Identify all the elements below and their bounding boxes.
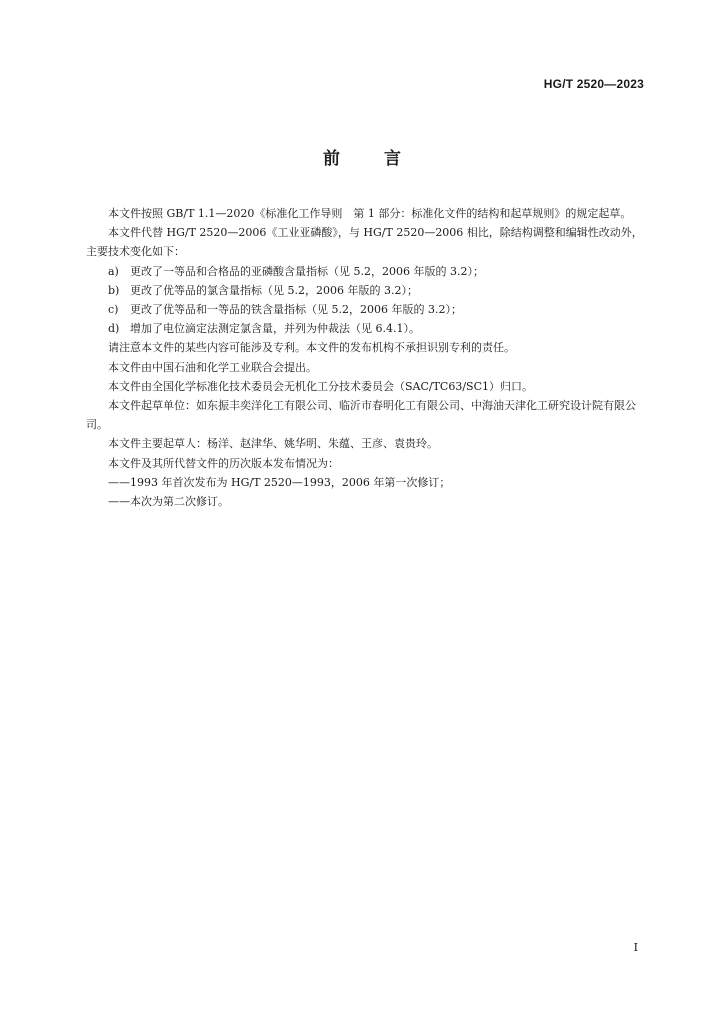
- paragraph-patent-notice: 请注意本文件的某些内容可能涉及专利。本文件的发布机构不承担识别专利的责任。: [108, 341, 515, 355]
- paragraph-drafters: 本文件主要起草人：杨洋、赵津华、姚华明、朱蕴、王彦、袁贵玲。: [108, 437, 438, 451]
- change-item-text: 增加了电位滴定法测定氯含量，并列为仲裁法（见 6.4.1）。: [130, 322, 420, 336]
- paragraph-history-intro: 本文件及其所代替文件的历次版本发布情况为：: [108, 456, 339, 470]
- change-item-mark: c): [108, 303, 119, 317]
- paragraph-drafting-units: 本文件起草单位：如东振丰奕洋化工有限公司、临沂市春明化工有限公司、中海油天津化工研究设计院有限公司。: [86, 399, 636, 432]
- change-item-mark: b): [108, 283, 120, 297]
- change-item-text: 更改了优等品和一等品的铁含量指标（见 5.2，2006 年版的 3.2）；: [130, 303, 462, 317]
- change-item: [86, 281, 646, 300]
- history-item: ——本次为第二次修订。: [108, 495, 229, 509]
- change-item-text: 更改了优等品的氯含量指标（见 5.2，2006 年版的 3.2）；: [130, 283, 418, 297]
- page-number: I: [633, 941, 638, 954]
- change-item-text: 更改了一等品和合格品的亚磷酸含量指标（见 5.2，2006 年版的 3.2）；: [130, 264, 484, 278]
- change-item: [86, 262, 646, 281]
- paragraph-committee: 本文件由全国化学标准化技术委员会无机化工分技术委员会（SAC/TC63/SC1）归口。: [108, 379, 534, 393]
- page-title: 前言: [323, 149, 445, 169]
- history-item: ——1993 年首次发布为 HG/T 2520—1993，2006 年第一次修订；: [108, 475, 451, 489]
- change-item: [86, 300, 646, 319]
- change-item: [86, 319, 646, 338]
- paragraph-replacement: 本文件代替 HG/T 2520—2006《工业亚磷酸》，与 HG/T 2520—2006 相比，除结构调整和编辑性改动外，主要技术变化如下：: [86, 226, 643, 259]
- document-code: HG/T 2520—2023: [543, 77, 644, 91]
- change-item-mark: d): [108, 322, 120, 336]
- paragraph-drafting-rules: 本文件按照 GB/T 1.1—2020《标准化工作导则 第 1 部分：标准化文件的结构和起草规则》的规定起草。: [108, 207, 632, 220]
- paragraph-proposer: 本文件由中国石油和化学工业联合会提出。: [108, 360, 317, 374]
- change-item-mark: a): [108, 264, 119, 278]
- foreword-content: [86, 204, 646, 511]
